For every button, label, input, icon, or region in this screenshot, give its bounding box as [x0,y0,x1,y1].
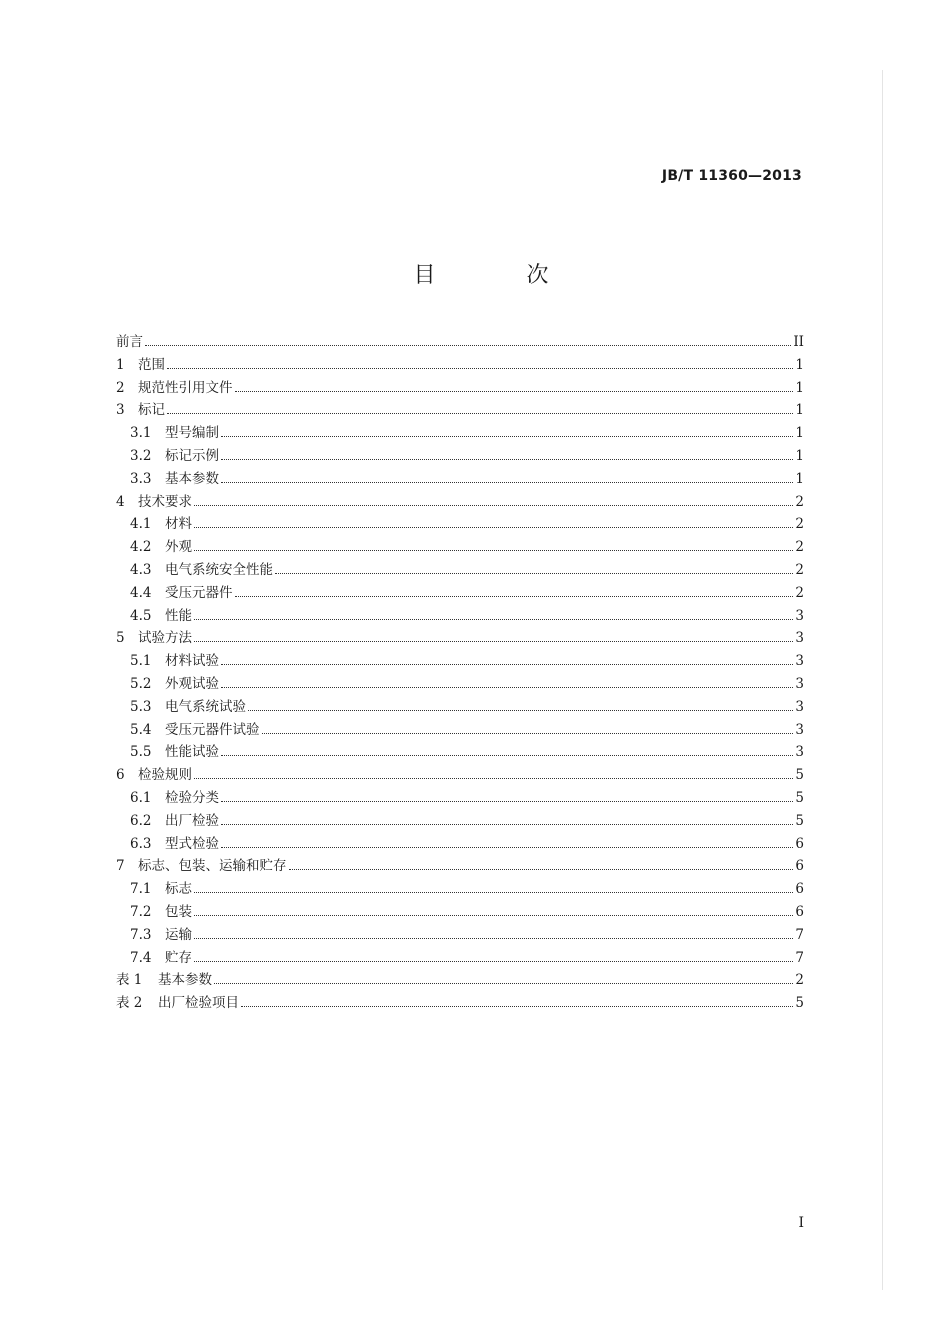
toc-entry[interactable] [116,877,804,900]
toc-entry-title: 包装 [165,903,192,920]
toc-dot-leader [221,436,793,437]
toc-entry-title: 出厂检验项目 [158,995,239,1012]
toc-entry[interactable] [116,558,804,581]
toc-entry-number: 7.1 [130,881,152,898]
toc-entry-number: 5.4 [130,721,152,738]
toc-entry-title: 技术要求 [138,493,192,510]
toc-entry-page: 2 [795,561,804,578]
toc-dot-leader [194,619,793,620]
toc-dot-leader [221,687,793,688]
toc-entry[interactable] [116,923,804,946]
toc-entry-number: 3.3 [130,470,152,487]
toc-entry-page: 6 [795,858,804,875]
toc-dot-leader [241,1006,793,1007]
toc-entry-number: 5.2 [130,675,152,692]
toc-dot-leader [194,527,793,528]
toc-entry[interactable] [116,490,804,513]
toc-entry-page: 5 [795,995,804,1012]
toc-entry-number: 3.1 [130,425,152,442]
toc-entry-number: 7.4 [130,949,152,966]
toc-entry-page: 2 [795,972,804,989]
toc-entry[interactable] [116,672,804,695]
toc-entry-page: 3 [795,721,804,738]
toc-entry-number: 4.3 [130,561,152,578]
toc-entry-title: 贮存 [165,949,192,966]
toc-entry[interactable] [116,900,804,923]
toc-entry-title: 电气系统安全性能 [165,561,273,578]
toc-entry[interactable] [116,398,804,421]
toc-entry-page: 1 [795,470,804,487]
toc-entry-page: 1 [795,356,804,373]
toc-entry-page: 7 [795,926,804,943]
toc-entry-title: 受压元器件试验 [165,721,260,738]
toc-entry-title: 检验规则 [138,767,192,784]
toc-entry[interactable] [116,832,804,855]
toc-dot-leader [194,938,793,939]
toc-entry-number: 5.1 [130,653,152,670]
toc-entry-page: 6 [795,903,804,920]
toc-dot-leader [194,550,793,551]
toc-entry-page: 5 [795,767,804,784]
toc-entry[interactable] [116,809,804,832]
toc-dot-leader [289,869,794,870]
toc-entry-title: 电气系统试验 [165,698,246,715]
toc-entry[interactable] [116,968,804,991]
toc-entry-number: 4.5 [130,607,152,624]
toc-entry-title: 规范性引用文件 [138,379,233,396]
toc-entry-number: 表 1 [116,972,143,989]
toc-entry-page: 3 [795,698,804,715]
toc-entry-title: 外观试验 [165,675,219,692]
toc-entry-number: 2 [116,379,125,396]
toc-dot-leader [221,664,793,665]
document-code: JB/T 11360—2013 [661,168,802,184]
toc-dot-leader [221,847,793,848]
toc-dot-leader [194,892,793,893]
toc-dot-leader [235,391,794,392]
toc-dot-leader [145,345,791,346]
toc-entry-page: 7 [795,949,804,966]
toc-dot-leader [194,778,793,779]
toc-entry-title: 运输 [165,926,192,943]
toc-entry[interactable] [116,718,804,741]
toc-entry-page: 2 [795,516,804,533]
toc-entry[interactable] [116,376,804,399]
toc-entry-number: 4 [116,493,125,510]
toc-entry-title: 性能试验 [165,744,219,761]
toc-entry-number: 6.1 [130,789,152,806]
page-edge-line [882,70,883,1290]
toc-entry-title: 检验分类 [165,789,219,806]
toc-entry[interactable] [116,421,804,444]
toc-entry-page: 6 [795,881,804,898]
toc-entry[interactable] [116,535,804,558]
toc-entry[interactable] [116,786,804,809]
toc-entry-title: 型号编制 [165,425,219,442]
toc-entry-title: 外观 [165,539,192,556]
toc-entry-page: 2 [795,539,804,556]
toc-entry-number: 表 2 [116,995,143,1012]
toc-entry-title: 标志、包装、运输和贮存 [138,858,287,875]
toc-entry-number: 6.2 [130,812,152,829]
toc-entry-number: 4.4 [130,584,152,601]
toc-entry-number: 7.3 [130,926,152,943]
toc-entry-title: 性能 [165,607,192,624]
toc-dot-leader [167,368,793,369]
toc-entry[interactable] [116,330,804,353]
toc-entry-number: 6.3 [130,835,152,852]
toc-dot-leader [221,459,793,460]
toc-entry[interactable] [116,444,804,467]
toc-entry-title: 基本参数 [158,972,212,989]
toc-entry-title: 范围 [138,356,165,373]
toc-entry-number: 4.2 [130,539,152,556]
toc-entry-number: 5 [116,630,125,647]
toc-entry-page: 5 [795,812,804,829]
toc-entry-number: 5.3 [130,698,152,715]
toc-entry[interactable] [116,626,804,649]
toc-entry-number: 5.5 [130,744,152,761]
toc-entry-title: 标记 [138,402,165,419]
toc-entry-title: 前言 [116,334,143,350]
toc-entry-page: 3 [795,744,804,761]
toc-entry-number: 6 [116,767,125,784]
table-of-contents [116,330,804,1014]
toc-entry[interactable] [116,695,804,718]
toc-entry-page: 3 [795,607,804,624]
toc-entry[interactable] [116,854,804,877]
toc-entry[interactable] [116,512,804,535]
toc-entry-number: 7.2 [130,903,152,920]
toc-entry-title: 标记示例 [165,447,219,464]
toc-entry-title: 标志 [165,881,192,898]
toc-entry-number: 7 [116,858,125,875]
toc-entry-page: 2 [795,493,804,510]
toc-dot-leader [262,733,794,734]
toc-entry-page: 1 [795,402,804,419]
toc-entry-title: 基本参数 [165,470,219,487]
toc-entry-page: 3 [795,630,804,647]
toc-entry-number: 3 [116,402,125,419]
toc-entry-page: 1 [795,447,804,464]
toc-entry-title: 受压元器件 [165,584,233,601]
toc-dot-leader [221,801,793,802]
toc-entry-title: 试验方法 [138,630,192,647]
toc-entry-page: 5 [795,789,804,806]
toc-dot-leader [221,755,793,756]
toc-entry-page: 3 [795,653,804,670]
toc-dot-leader [194,505,793,506]
toc-entry[interactable] [116,763,804,786]
toc-entry[interactable] [116,353,804,376]
toc-entry-page: 6 [795,835,804,852]
toc-entry-number: 1 [116,356,125,373]
toc-entry[interactable] [116,581,804,604]
toc-entry[interactable] [116,604,804,627]
toc-entry-page: 3 [795,675,804,692]
toc-dot-leader [221,824,793,825]
toc-entry[interactable] [116,649,804,672]
toc-dot-leader [235,596,794,597]
toc-entry[interactable] [116,467,804,490]
toc-entry[interactable] [116,740,804,763]
toc-dot-leader [194,961,793,962]
toc-dot-leader [167,413,793,414]
toc-entry-title: 材料试验 [165,653,219,670]
toc-entry-page: 1 [795,425,804,442]
toc-entry-number: 3.2 [130,447,152,464]
toc-entry[interactable] [116,991,804,1014]
toc-entry[interactable] [116,946,804,969]
toc-entry-page: 2 [795,584,804,601]
toc-dot-leader [221,482,793,483]
toc-dot-leader [275,573,793,574]
toc-entry-title: 出厂检验 [165,812,219,829]
toc-dot-leader [194,915,793,916]
toc-dot-leader [214,983,793,984]
toc-dot-leader [194,641,793,642]
toc-entry-page: II [793,334,804,350]
page-number: I [798,1215,804,1231]
toc-title: 目 次 [413,263,591,288]
toc-entry-title: 型式检验 [165,835,219,852]
toc-dot-leader [248,710,793,711]
toc-entry-number: 4.1 [130,516,152,533]
toc-entry-page: 1 [795,379,804,396]
toc-entry-title: 材料 [165,516,192,533]
